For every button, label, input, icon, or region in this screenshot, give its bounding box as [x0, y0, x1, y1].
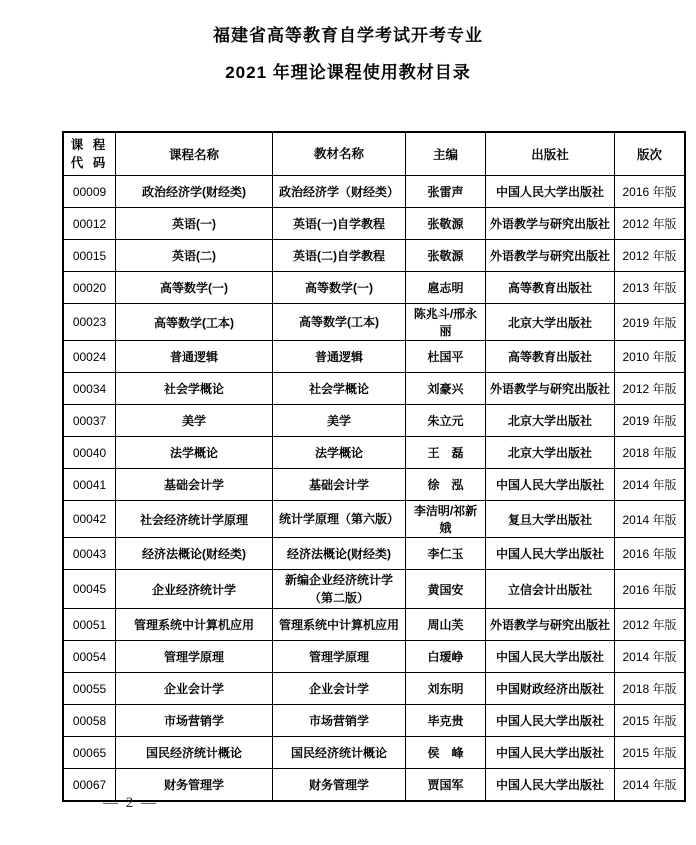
- header-course-code-line1: 课 程: [70, 137, 109, 152]
- cell-code: 00023: [63, 304, 116, 341]
- cell-textbook: 高等数学(一): [273, 272, 406, 304]
- table-row: [63, 437, 685, 469]
- cell-editor: 张敬源: [406, 208, 486, 240]
- cell-edition: 2013 年版: [615, 272, 686, 304]
- table-row: [63, 737, 685, 769]
- cell-code: 00024: [63, 341, 116, 373]
- cell-course: 企业会计学: [116, 673, 273, 705]
- cell-course: 经济法概论(财经类): [116, 538, 273, 570]
- cell-course: 社会学概论: [116, 373, 273, 405]
- cell-publisher: 外语教学与研究出版社: [486, 609, 615, 641]
- cell-textbook: 英语(二)自学教程: [273, 240, 406, 272]
- table-row: [63, 673, 685, 705]
- table-row: [63, 538, 685, 570]
- cell-course: 普通逻辑: [116, 341, 273, 373]
- cell-textbook: 企业会计学: [273, 673, 406, 705]
- header-editor: 主编: [406, 132, 486, 176]
- cell-code: 00037: [63, 405, 116, 437]
- cell-publisher: 中国人民大学出版社: [486, 469, 615, 501]
- cell-code: 00058: [63, 705, 116, 737]
- cell-editor: 刘豪兴: [406, 373, 486, 405]
- cell-publisher: 北京大学出版社: [486, 437, 615, 469]
- cell-textbook: 美学: [273, 405, 406, 437]
- cell-editor: 李洁明/祁新娥: [406, 501, 486, 538]
- cell-code: 00042: [63, 501, 116, 538]
- table-row: [63, 176, 685, 208]
- cell-edition: 2014 年版: [615, 769, 686, 802]
- table-row: [63, 609, 685, 641]
- cell-code: 00054: [63, 641, 116, 673]
- cell-textbook: 高等数学(工本): [273, 304, 406, 341]
- table-row: [63, 705, 685, 737]
- cell-editor: 周山芙: [406, 609, 486, 641]
- table-body: [63, 176, 685, 802]
- cell-editor: 陈兆斗/邢永丽: [406, 304, 486, 341]
- header-row: [63, 132, 685, 176]
- cell-publisher: 中国人民大学出版社: [486, 769, 615, 802]
- table-row: [63, 208, 685, 240]
- cell-textbook: 统计学原理（第六版）: [273, 501, 406, 538]
- table-row: [63, 641, 685, 673]
- cell-edition: 2016 年版: [615, 538, 686, 570]
- cell-course: 社会经济统计学原理: [116, 501, 273, 538]
- cell-edition: 2015 年版: [615, 705, 686, 737]
- page-title: 福建省高等教育自学考试开考专业: [213, 26, 483, 45]
- cell-textbook: 财务管理学: [273, 769, 406, 802]
- cell-code: 00045: [63, 570, 116, 609]
- cell-textbook: 新编企业经济统计学（第二版）: [273, 570, 406, 609]
- cell-publisher: 中国人民大学出版社: [486, 737, 615, 769]
- document-header: [0, 0, 696, 81]
- cell-course: 市场营销学: [116, 705, 273, 737]
- cell-course: 财务管理学: [116, 769, 273, 802]
- cell-code: 00015: [63, 240, 116, 272]
- cell-editor: 张雷声: [406, 176, 486, 208]
- header-edition: 版次: [615, 132, 686, 176]
- cell-edition: 2019 年版: [615, 405, 686, 437]
- cell-edition: 2016 年版: [615, 176, 686, 208]
- cell-editor: 王 磊: [406, 437, 486, 469]
- header-textbook-name: 教材名称: [273, 132, 406, 176]
- table-row: [63, 469, 685, 501]
- cell-editor: 张敬源: [406, 240, 486, 272]
- cell-publisher: 外语教学与研究出版社: [486, 240, 615, 272]
- header-course-code: [63, 132, 116, 176]
- cell-textbook: 英语(一)自学教程: [273, 208, 406, 240]
- cell-publisher: 高等教育出版社: [486, 341, 615, 373]
- cell-code: 00012: [63, 208, 116, 240]
- cell-editor: 朱立元: [406, 405, 486, 437]
- cell-code: 00009: [63, 176, 116, 208]
- header-course-code-line2: 代 码: [70, 156, 109, 170]
- table-row: [63, 304, 685, 341]
- cell-course: 高等数学(一): [116, 272, 273, 304]
- cell-code: 00041: [63, 469, 116, 501]
- cell-course: 英语(一): [116, 208, 273, 240]
- table-row: [63, 501, 685, 538]
- cell-editor: 毕克贵: [406, 705, 486, 737]
- header-course-name: 课程名称: [116, 132, 273, 176]
- cell-textbook: 政治经济学（财经类）: [273, 176, 406, 208]
- cell-code: 00051: [63, 609, 116, 641]
- cell-edition: 2018 年版: [615, 673, 686, 705]
- cell-publisher: 中国人民大学出版社: [486, 538, 615, 570]
- cell-edition: 2014 年版: [615, 641, 686, 673]
- table-row: [63, 240, 685, 272]
- cell-textbook: 国民经济统计概论: [273, 737, 406, 769]
- cell-course: 管理系统中计算机应用: [116, 609, 273, 641]
- cell-editor: 白瑷峥: [406, 641, 486, 673]
- cell-textbook: 基础会计学: [273, 469, 406, 501]
- cell-editor: 侯 峰: [406, 737, 486, 769]
- table-row: [63, 341, 685, 373]
- cell-edition: 2018 年版: [615, 437, 686, 469]
- cell-edition: 2012 年版: [615, 208, 686, 240]
- cell-course: 基础会计学: [116, 469, 273, 501]
- cell-course: 管理学原理: [116, 641, 273, 673]
- cell-editor: 黄国安: [406, 570, 486, 609]
- table-row: [63, 373, 685, 405]
- cell-code: 00055: [63, 673, 116, 705]
- cell-course: 政治经济学(财经类): [116, 176, 273, 208]
- table-row: [63, 272, 685, 304]
- cell-course: 美学: [116, 405, 273, 437]
- cell-publisher: 外语教学与研究出版社: [486, 208, 615, 240]
- table-row: [63, 570, 685, 609]
- cell-edition: 2012 年版: [615, 240, 686, 272]
- table-row: [63, 405, 685, 437]
- table-header: [63, 132, 685, 176]
- cell-publisher: 中国财政经济出版社: [486, 673, 615, 705]
- cell-publisher: 北京大学出版社: [486, 405, 615, 437]
- cell-code: 00020: [63, 272, 116, 304]
- cell-textbook: 经济法概论(财经类): [273, 538, 406, 570]
- cell-publisher: 立信会计出版社: [486, 570, 615, 609]
- cell-editor: 刘东明: [406, 673, 486, 705]
- cell-edition: 2014 年版: [615, 469, 686, 501]
- cell-course: 高等数学(工本): [116, 304, 273, 341]
- cell-editor: 徐 泓: [406, 469, 486, 501]
- cell-code: 00040: [63, 437, 116, 469]
- cell-publisher: 北京大学出版社: [486, 304, 615, 341]
- page-number: — 2 —: [103, 795, 158, 811]
- cell-edition: 2012 年版: [615, 609, 686, 641]
- textbook-catalog-table: [62, 131, 686, 802]
- header-publisher: 出版社: [486, 132, 615, 176]
- cell-publisher: 高等教育出版社: [486, 272, 615, 304]
- cell-publisher: 中国人民大学出版社: [486, 176, 615, 208]
- cell-course: 法学概论: [116, 437, 273, 469]
- cell-publisher: 中国人民大学出版社: [486, 705, 615, 737]
- cell-code: 00043: [63, 538, 116, 570]
- cell-textbook: 管理学原理: [273, 641, 406, 673]
- cell-editor: 杜国平: [406, 341, 486, 373]
- cell-textbook: 管理系统中计算机应用: [273, 609, 406, 641]
- cell-edition: 2016 年版: [615, 570, 686, 609]
- cell-editor: 李仁玉: [406, 538, 486, 570]
- cell-edition: 2015 年版: [615, 737, 686, 769]
- cell-textbook: 市场营销学: [273, 705, 406, 737]
- cell-code: 00034: [63, 373, 116, 405]
- cell-course: 国民经济统计概论: [116, 737, 273, 769]
- cell-edition: 2010 年版: [615, 341, 686, 373]
- cell-textbook: 法学概论: [273, 437, 406, 469]
- cell-publisher: 中国人民大学出版社: [486, 641, 615, 673]
- cell-course: 英语(二): [116, 240, 273, 272]
- cell-editor: 扈志明: [406, 272, 486, 304]
- cell-edition: 2012 年版: [615, 373, 686, 405]
- cell-edition: 2014 年版: [615, 501, 686, 538]
- cell-course: 企业经济统计学: [116, 570, 273, 609]
- cell-code: 00067: [63, 769, 116, 802]
- cell-textbook: 普通逻辑: [273, 341, 406, 373]
- cell-publisher: 外语教学与研究出版社: [486, 373, 615, 405]
- cell-editor: 贾国军: [406, 769, 486, 802]
- page-subtitle: 2021 年理论课程使用教材目录: [225, 63, 471, 82]
- cell-textbook: 社会学概论: [273, 373, 406, 405]
- cell-publisher: 复旦大学出版社: [486, 501, 615, 538]
- cell-code: 00065: [63, 737, 116, 769]
- cell-edition: 2019 年版: [615, 304, 686, 341]
